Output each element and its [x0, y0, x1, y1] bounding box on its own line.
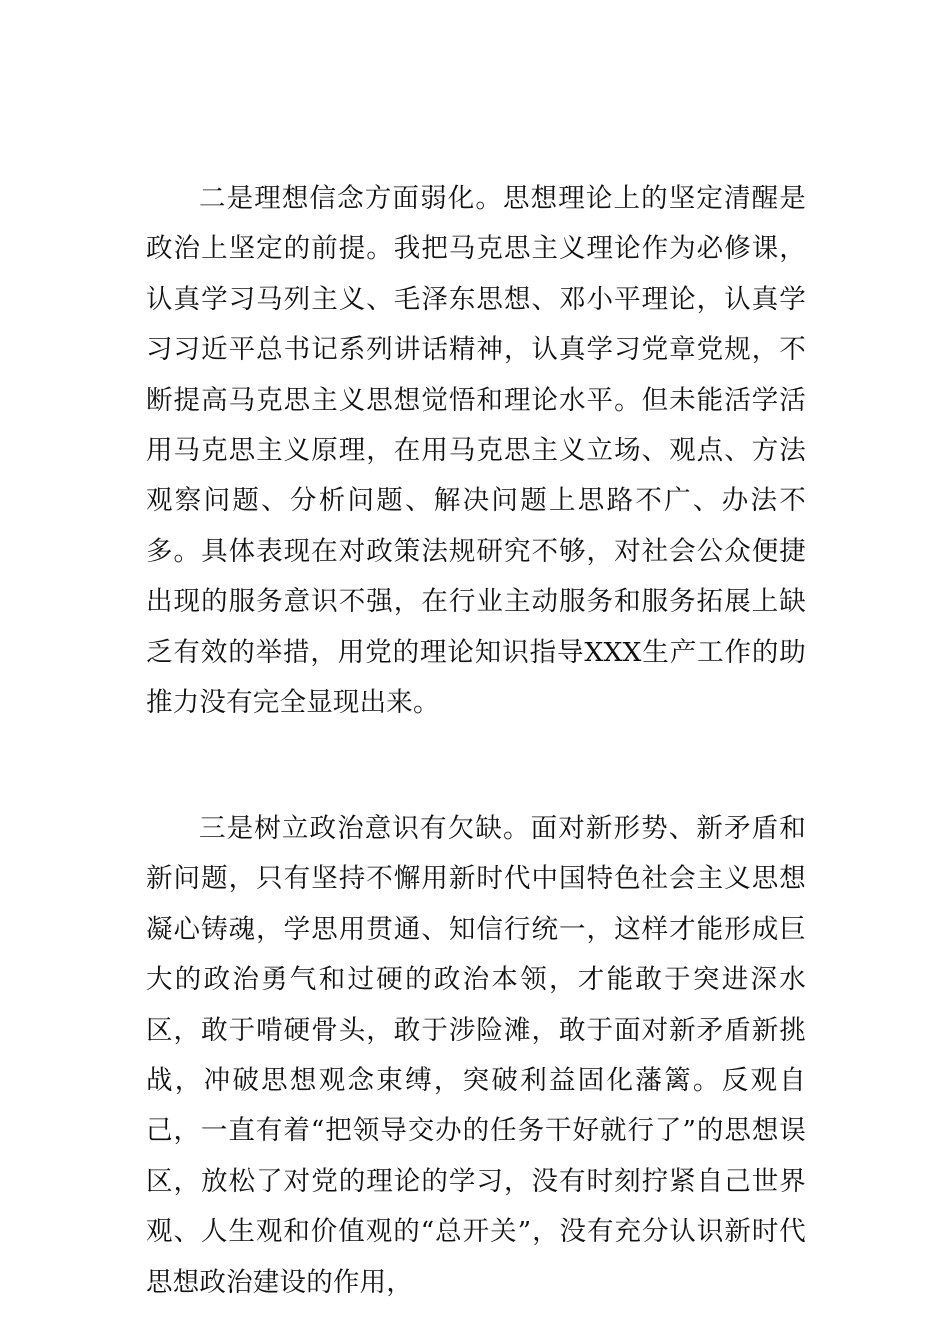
- paragraph-political-awareness: 三是树立政治意识有欠缺。面对新形势、新矛盾和新问题，只有坚持不懈用新时代中国特色社会主义思想凝心铸魂，学思用贯通、知信行统一，这样才能形成巨大的政治勇气和过硬的政治本领，才能敢于突进深水区，敢于啃硬骨头，敢于涉险滩，敢于面对新矛盾新挑战，冲破思想观念束缚，突破利益固化藩篱。反观自己，一直有着“把领导交办的任务干好就行了”的思想误区，放松了对党的理论的学习，没有时刻拧紧自己世界观、人生观和价值观的“总开关”，没有充分认识新时代思想政治建设的作用，: [146, 813, 806, 1298]
- paragraph-ideals-beliefs: 二是理想信念方面弱化。思想理论上的坚定清醒是政治上坚定的前提。我把马克思主义理论作为必修课，认真学习马列主义、毛泽东思想、邓小平理论，认真学习习近平总书记系列讲话精神，认真学习党章党规，不断提高马克思主义思想觉悟和理论水平。但未能活学活用马克思主义原理，在用马克思主义立场、观点、方法观察问题、分析问题、解决问题上思路不广、办法不多。具体表现在对政策法规研究不够，对社会公众便捷出现的服务意识不强，在行业主动服务和服务拓展上缺乏有效的举措，用党的理论知识指导XXX生产工作的助推力没有完全显现出来。: [146, 183, 806, 719]
